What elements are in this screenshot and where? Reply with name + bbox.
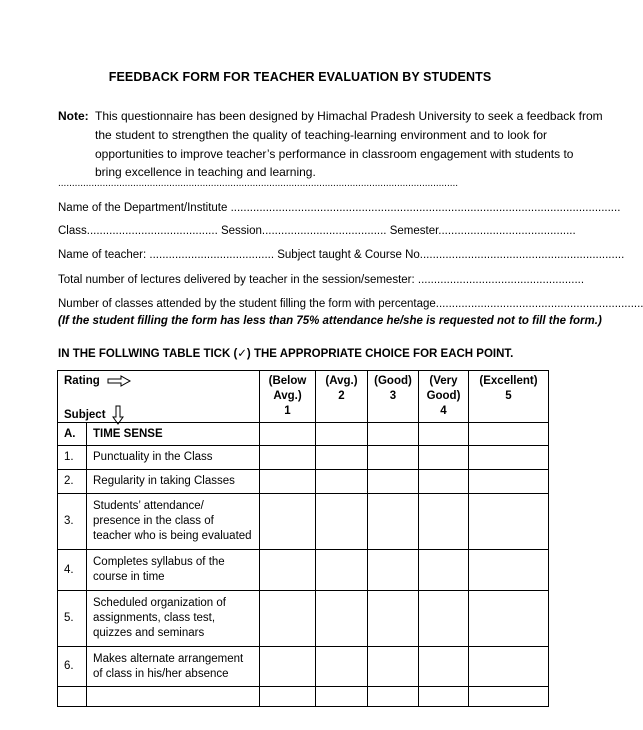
rating-header: Rating	[64, 374, 131, 389]
row-number: 2.	[58, 470, 87, 494]
table-instruction: IN THE FOLLWING TABLE TICK (✓) THE APPROPRIATE CHOICE FOR EACH POINT.	[58, 348, 514, 360]
lectures-label: Total number of lectures delivered by teacher in the session/semester:	[58, 274, 415, 286]
row-criterion: Completes syllabus of the course in time	[87, 550, 260, 591]
tick-cell[interactable]	[260, 550, 316, 591]
table-row	[58, 687, 549, 707]
tick-cell[interactable]	[419, 446, 469, 470]
right-arrow-icon	[107, 375, 131, 387]
row-number: 6.	[58, 647, 87, 687]
tick-cell[interactable]	[419, 591, 469, 647]
section-row	[58, 423, 549, 446]
tick-cell[interactable]	[316, 647, 368, 687]
session-label: Session	[220, 225, 262, 237]
tick-cell[interactable]	[419, 494, 469, 550]
separator-line: ................................................................................................................................................	[58, 178, 459, 189]
tick-cell[interactable]	[419, 687, 469, 707]
table-row	[58, 494, 549, 550]
tick-cell[interactable]	[469, 446, 549, 470]
rating-column-4: (Very Good) 4	[419, 371, 469, 423]
semester-input-line[interactable]: ...........................................	[438, 225, 576, 237]
tick-cell[interactable]	[469, 647, 549, 687]
semester-label: Semester	[389, 225, 439, 237]
attended-row	[58, 298, 643, 310]
section-name: TIME SENSE	[87, 423, 260, 446]
form-title: FEEDBACK FORM FOR TEACHER EVALUATION BY STUDENTS	[108, 70, 492, 84]
tick-cell[interactable]	[316, 470, 368, 494]
session-input-line[interactable]: .......................................	[261, 225, 387, 237]
tick-cell[interactable]	[469, 550, 549, 591]
row-criterion: Punctuality in the Class	[87, 446, 260, 470]
rating-column-5: (Excellent) 5	[469, 371, 549, 423]
tick-cell[interactable]	[260, 470, 316, 494]
section-letter: A.	[58, 423, 87, 446]
attendance-warning: (If the student filling the form has less than 75% attendance he/she is requested not to fill the form.)	[58, 315, 602, 327]
note-label: Note:	[58, 109, 89, 123]
department-input-line[interactable]: ..........................................................................................................................	[230, 202, 621, 214]
tick-cell[interactable]	[419, 647, 469, 687]
tick-cell[interactable]	[419, 550, 469, 591]
row-number: 5.	[58, 591, 87, 647]
row-number: 1.	[58, 446, 87, 470]
attended-input-line[interactable]: .................................................................	[435, 298, 643, 310]
teacher-input-line[interactable]: .......................................	[149, 249, 275, 261]
tick-cell[interactable]	[316, 687, 368, 707]
note-line-1: This questionnaire has been designed by Himachal Pradesh University to seek a feedback from	[95, 109, 603, 123]
class-label: Class	[58, 225, 87, 237]
table-row	[58, 550, 549, 591]
rating-column-1: (Below Avg.) 1	[260, 371, 316, 423]
rating-cell	[419, 423, 469, 446]
table-header-row	[58, 371, 549, 423]
row-criterion: Makes alternate arrangement of class in his/her absence	[87, 647, 260, 687]
tick-cell[interactable]	[260, 494, 316, 550]
department-field-row	[58, 202, 621, 214]
rating-column-3: (Good) 3	[368, 371, 419, 423]
rating-cell	[368, 423, 419, 446]
note-line-4: bring excellence in teaching and learning.	[95, 165, 316, 179]
tick-cell[interactable]	[469, 470, 549, 494]
class-input-line[interactable]: .........................................	[86, 225, 218, 237]
rating-subject-header	[58, 371, 260, 423]
rating-cell	[316, 423, 368, 446]
tick-cell[interactable]	[260, 687, 316, 707]
rating-cell	[469, 423, 549, 446]
tick-cell[interactable]	[368, 470, 419, 494]
tick-cell[interactable]	[419, 470, 469, 494]
tick-cell[interactable]	[368, 591, 419, 647]
row-number: 4.	[58, 550, 87, 591]
rating-cell	[260, 423, 316, 446]
table-row	[58, 591, 549, 647]
row-criterion	[87, 687, 260, 707]
class-session-row	[58, 225, 576, 237]
tick-cell[interactable]	[469, 687, 549, 707]
lectures-row	[58, 274, 585, 286]
tick-cell[interactable]	[316, 446, 368, 470]
table-row	[58, 647, 549, 687]
subject-label: Subject taught & Course No	[277, 249, 420, 261]
note-line-2: the student to strengthen the quality of teaching-learning environment and to look for	[95, 128, 547, 142]
tick-cell[interactable]	[316, 494, 368, 550]
tick-cell[interactable]	[260, 446, 316, 470]
lectures-input-line[interactable]: ....................................................	[417, 274, 585, 286]
table-row	[58, 470, 549, 494]
evaluation-table	[57, 370, 549, 707]
rating-column-2: (Avg.) 2	[316, 371, 368, 423]
tick-cell[interactable]	[368, 687, 419, 707]
subject-input-line[interactable]: ................................................................	[419, 249, 625, 261]
tick-cell[interactable]	[260, 647, 316, 687]
attended-label: Number of classes attended by the student filling the form with percentage	[58, 298, 436, 310]
teacher-subject-row	[58, 249, 625, 261]
row-criterion: Students’ attendance/ presence in the class of teacher who is being evaluated	[87, 494, 260, 550]
row-number	[58, 687, 87, 707]
tick-cell[interactable]	[368, 550, 419, 591]
tick-cell[interactable]	[469, 591, 549, 647]
note-line-3: opportunities to improve teacher’s performance in classroom engagement with students to	[95, 147, 574, 161]
tick-cell[interactable]	[368, 494, 419, 550]
tick-cell[interactable]	[260, 591, 316, 647]
row-criterion: Scheduled organization of assignments, class test, quizzes and seminars	[87, 591, 260, 647]
tick-cell[interactable]	[368, 446, 419, 470]
down-arrow-icon	[112, 405, 124, 425]
table-row	[58, 446, 549, 470]
department-label: Name of the Department/Institute	[58, 202, 228, 214]
tick-cell[interactable]	[469, 494, 549, 550]
tick-cell[interactable]	[316, 550, 368, 591]
subject-header: Subject	[64, 405, 124, 425]
teacher-label: Name of teacher:	[58, 249, 147, 261]
row-number: 3.	[58, 494, 87, 550]
tick-cell[interactable]	[316, 591, 368, 647]
tick-cell[interactable]	[368, 647, 419, 687]
row-criterion: Regularity in taking Classes	[87, 470, 260, 494]
